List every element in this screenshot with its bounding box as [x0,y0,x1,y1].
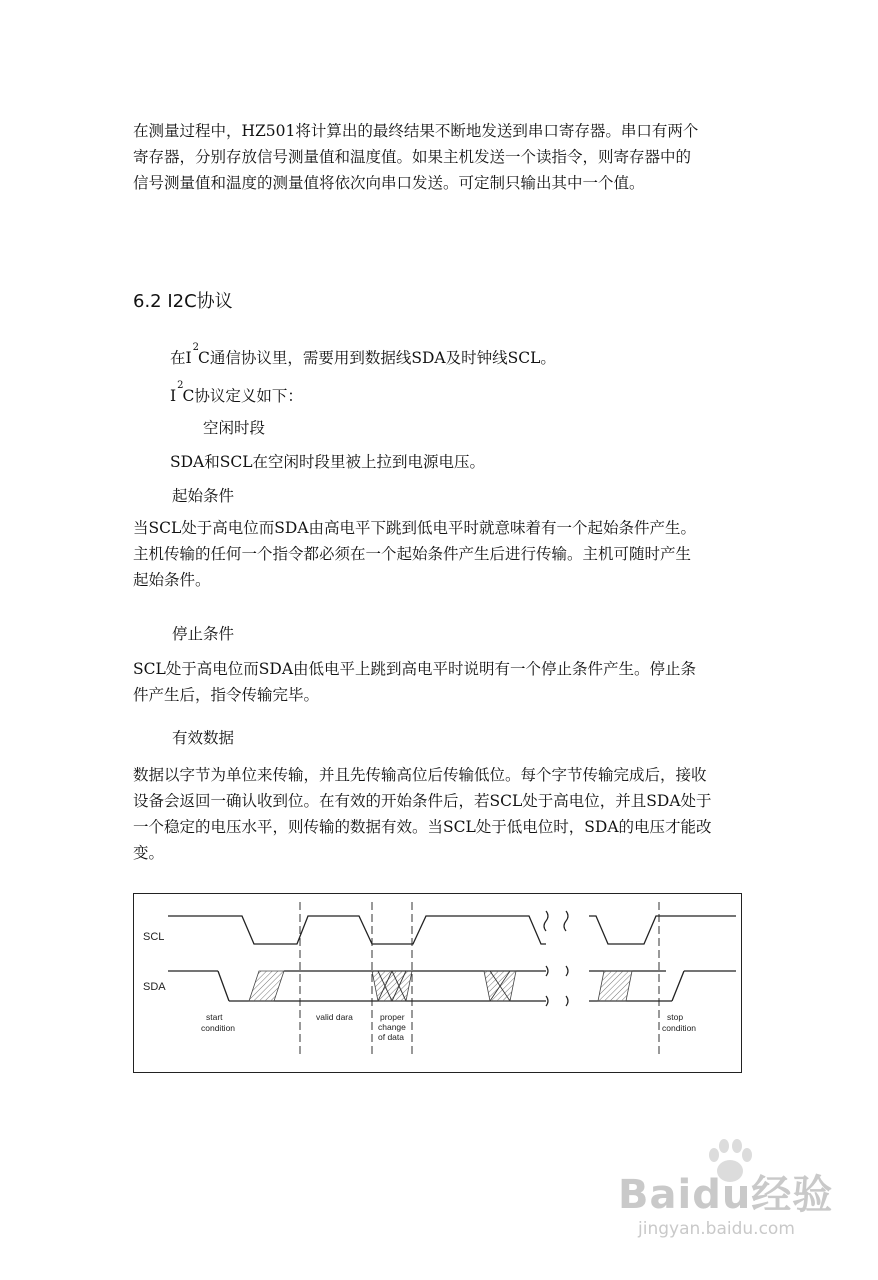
proper-label-3: of data [378,1032,404,1042]
i2c-timing-diagram [133,893,742,1073]
watermark-url: jingyan.baidu.com [638,1219,795,1239]
stop-label-1: stop [667,1012,684,1022]
intro-line: 寄存器，分别存放信号测量值和温度值。如果主机发送一个读指令，则寄存器中的 [133,148,692,166]
valid-data-label: valid dara [316,1012,353,1022]
intro-line: 信号测量值和温度的测量值将依次向串口发送。可定制只输出其中一个值。 [133,174,645,192]
intro-paragraph [133,118,753,196]
start-label-2: condition [201,1023,236,1033]
idle-text: SDA和SCL在空闲时段里被上拉到电源电压。 [170,453,486,471]
stop-label-2: condition [662,1023,697,1033]
timing-svg [134,894,743,1074]
start-title: 起始条件 [172,487,235,505]
watermark-logo: Baidu经验 [618,1172,834,1218]
idle-title: 空闲时段 [203,419,266,437]
stop-paragraph [133,656,753,708]
sda-transition-zone [372,971,412,1001]
stop-title: 停止条件 [172,625,235,643]
sda-stop-rise [672,971,684,1001]
stop-line: SCL处于高电位而SDA由低电平上跳到高电平时说明有一个停止条件产生。停止条 [133,660,697,678]
start-line: 当SCL处于高电位而SDA由高电平下跳到低电平时就意味着有一个起始条件产生。 [133,519,697,537]
start-label-1: start [206,1012,223,1022]
start-line: 主机传输的任何一个指令都必须在一个起始条件产生后进行传输。主机可随时产生 [133,545,692,563]
stop-line: 件产生后，指令传输完毕。 [133,686,320,704]
break-marks [544,911,568,1006]
i2c-intro-line: 在$I^2C$通信协议里，需要用到数据线SDA及时钟线SCL。 [170,342,556,367]
scl-waveform-tail [589,916,736,944]
start-paragraph [133,515,753,593]
scl-waveform [168,916,546,944]
proper-label-2: change [378,1022,406,1032]
valid-title: 有效数据 [172,729,235,747]
start-line: 起始条件。 [133,571,211,589]
sda-transition-zone [598,971,632,1001]
valid-paragraph [133,762,753,866]
section-heading: 6.2 I2C协议 [133,291,233,312]
valid-line: 变。 [133,844,165,862]
baidu-watermark [618,1155,838,1255]
sda-start-fall [218,971,229,1001]
i2c-definition-line: $I^2C$协议定义如下： [170,380,303,405]
valid-line: 一个稳定的电压水平，则传输的数据有效。当SCL处于低电位时，SDA的电压才能改 [133,818,712,836]
valid-line: 数据以字节为单位来传输，并且先传输高位后传输低位。每个字节传输完成后，接收 [133,766,707,784]
proper-label-1: proper [380,1012,405,1022]
intro-line: 在测量过程中，HZ501将计算出的最终结果不断地发送到串口寄存器。串口有两个 [133,122,699,140]
sda-transition-zone [249,971,284,1001]
scl-label: SCL [143,931,165,943]
sda-label: SDA [143,981,166,993]
valid-line: 设备会返回一确认收到位。在有效的开始条件后，若SCL处于高电位，并且SDA处于 [133,792,712,810]
